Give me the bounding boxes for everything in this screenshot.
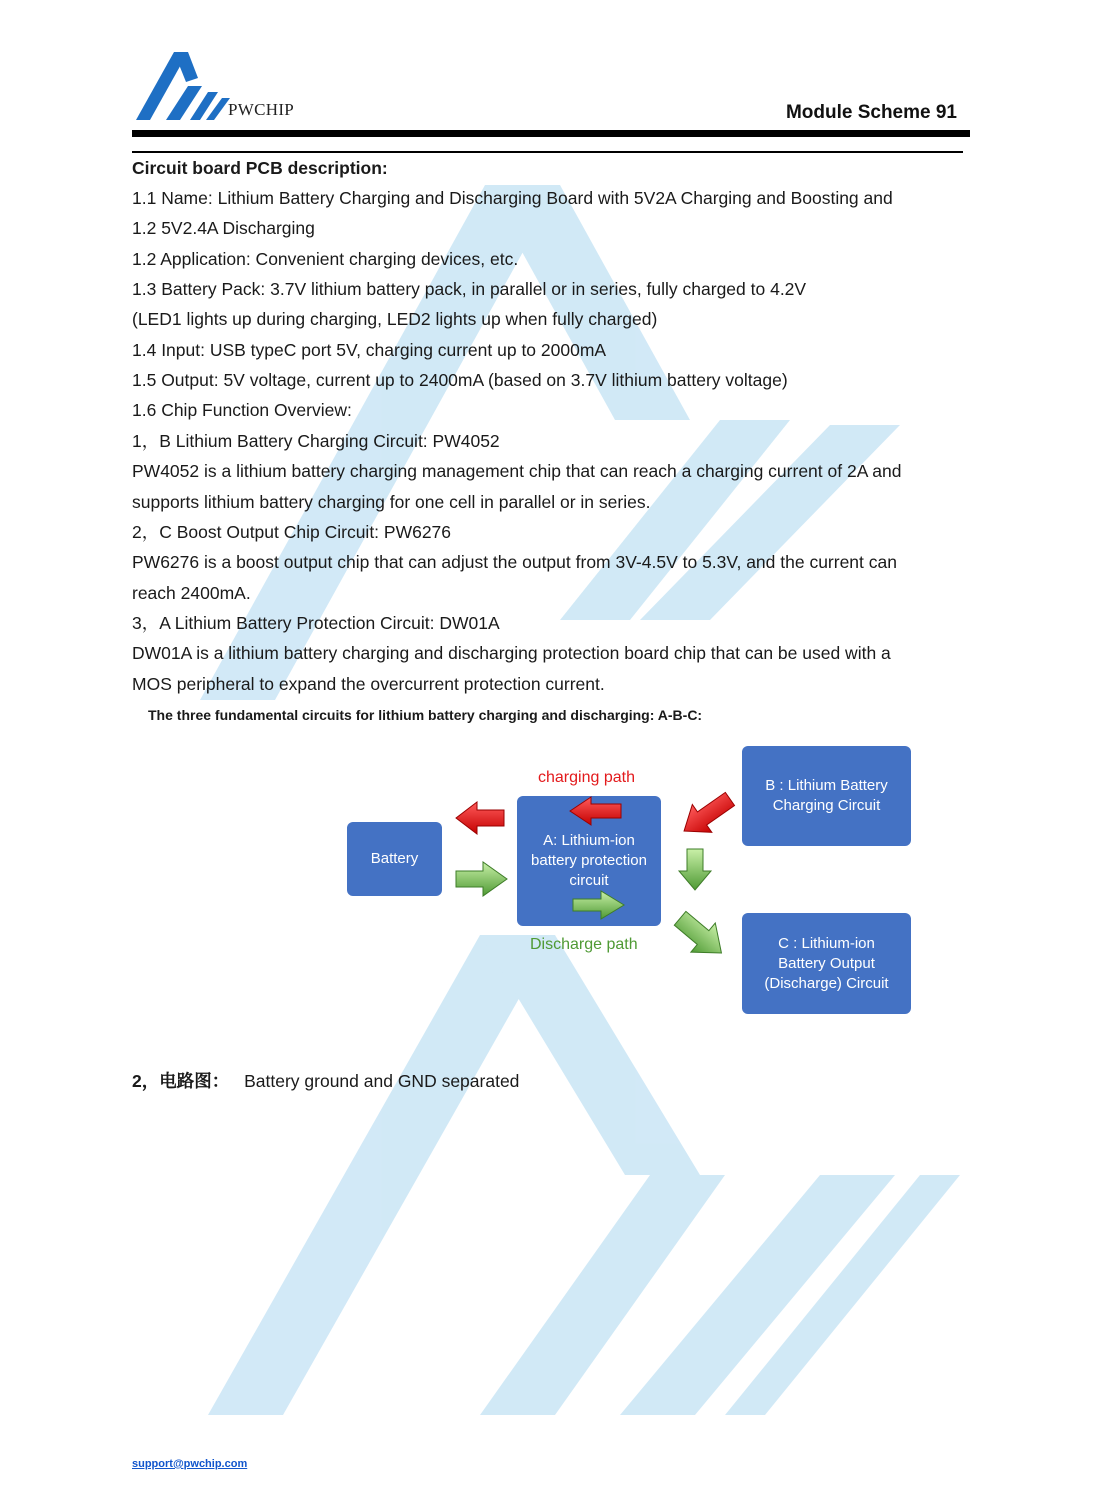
text-line: 1，B Lithium Battery Charging Circuit: PW4052 — [132, 431, 500, 451]
text-line: PW4052 is a lithium battery charging management chip that can reach a charging current of 2A and — [132, 461, 902, 481]
box-c-output: C : Lithium-ion Battery Output (Discharge) Circuit — [742, 913, 911, 1014]
section-2 — [132, 1068, 519, 1093]
text-line: DW01A is a lithium battery charging and discharging protection board chip that can be used with a — [132, 643, 891, 663]
text-line: MOS peripheral to expand the overcurrent protection current. — [132, 674, 605, 694]
header-rule-thick — [132, 130, 970, 137]
module-title: Module Scheme 91 — [785, 102, 957, 123]
arrow-b-to-a-red — [674, 785, 739, 845]
section-title: Circuit board PCB description: — [132, 158, 388, 178]
text-line: 1.1 Name: Lithium Battery Charging and Discharging Board with 5V2A Charging and Boosting and — [132, 188, 893, 208]
box-a-protection: A: Lithium-ion battery protection circuit — [517, 796, 661, 926]
diagram-caption: The three fundamental circuits for lithium battery charging and discharging: A-B-C: — [148, 707, 703, 723]
charging-path-label: charging path — [538, 769, 635, 786]
text-line: 1.6 Chip Function Overview: — [132, 400, 352, 420]
brand-name: PWCHIP — [228, 100, 295, 119]
text-line: 1.4 Input: USB typeC port 5V, charging current up to 2000mA — [132, 340, 607, 360]
text-line: reach 2400mA. — [132, 583, 251, 603]
section-2-text: Battery ground and GND separated — [244, 1071, 520, 1091]
abc-circuit-diagram — [340, 745, 920, 1020]
text-line: PW6276 is a boost output chip that can adjust the output from 3V-4.5V to 5.3V, and the current can — [132, 552, 897, 572]
text-line: supports lithium battery charging for one cell in parallel or in series. — [132, 492, 651, 512]
arrow-a-to-c-green — [668, 904, 734, 968]
diagram-arrows — [340, 745, 920, 1020]
text-line: 1.2 Application: Convenient charging devices, etc. — [132, 249, 519, 269]
text-line: (LED1 lights up during charging, LED2 lights up when fully charged) — [132, 309, 658, 329]
box-b-charging: B : Lithium Battery Charging Circuit — [742, 746, 911, 846]
battery-box: Battery — [347, 822, 442, 896]
text-line: 2，C Boost Output Chip Circuit: PW6276 — [132, 522, 452, 542]
text-line: 1.3 Battery Pack: 3.7V lithium battery pack, in parallel or in series, fully charged to 4.2V — [132, 279, 807, 299]
arrow-battery-to-a-green — [456, 862, 507, 896]
discharge-path-label: Discharge path — [530, 936, 638, 953]
arrow-inside-a-red — [570, 797, 621, 825]
text-line: 3，A Lithium Battery Protection Circuit: DW01A — [132, 613, 500, 633]
header-rule-thin — [132, 151, 963, 153]
pwchip-logo — [136, 52, 236, 122]
arrow-b-down-green — [679, 849, 711, 890]
support-email-link[interactable]: support@pwchip.com — [132, 1458, 248, 1470]
arrow-inside-a-green — [573, 891, 624, 919]
text-line: 1.2 5V2.4A Discharging — [132, 218, 315, 238]
section-2-heading: 2，电路图： — [132, 1071, 230, 1091]
arrow-a-to-battery-red — [456, 802, 504, 834]
text-line: 1.5 Output: 5V voltage, current up to 2400mA (based on 3.7V lithium battery voltage) — [132, 370, 788, 390]
